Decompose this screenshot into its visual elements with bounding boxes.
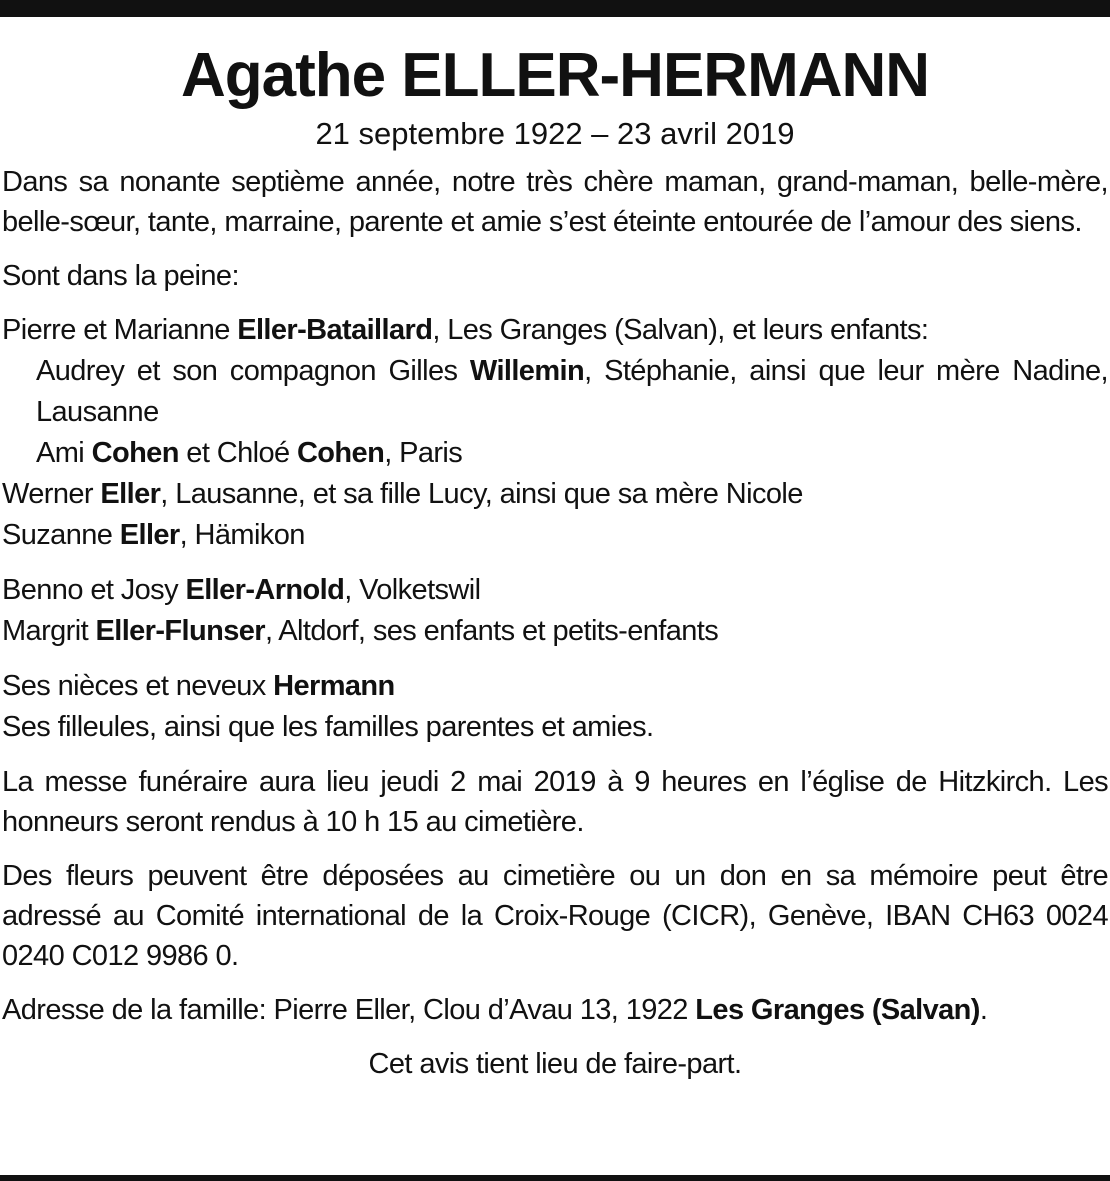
- family-line-suzanne: Suzanne Eller, Hämikon: [2, 519, 305, 551]
- family-line-margrit: Margrit Eller-Flunser, Altdorf, ses enfants et petits-enfants: [2, 615, 719, 647]
- family-line-werner: Werner Eller, Lausanne, et sa fille Lucy, ainsi que sa mère Nicole: [2, 478, 803, 510]
- family-line-ami: Ami Cohen et Chloé Cohen, Paris: [36, 437, 463, 469]
- family-line-audrey: Audrey et son compagnon Gilles Willemin, Stéphanie, ainsi que leur mère Nadine, Lausanne: [36, 355, 1108, 428]
- mourners-heading: Sont dans la peine:: [2, 260, 239, 292]
- family-line-nieces: Ses nièces et neveux Hermann: [2, 670, 395, 702]
- life-dates: 21 septembre 1922 – 23 avril 2019: [315, 116, 795, 151]
- family-group-1: [2, 310, 1108, 556]
- mass-paragraph: La messe funéraire aura lieu jeudi 2 mai 2019 à 9 heures en l’église de Hitzkirch. Les honneurs seront rendus à 10 h 15 au cimetière.: [2, 766, 1108, 838]
- family-group-2: [2, 570, 1108, 652]
- top-border-rule: [0, 0, 1110, 17]
- closing-line: Cet avis tient lieu de faire-part.: [368, 1048, 742, 1080]
- family-line-filleules: Ses filleules, ainsi que les familles parentes et amies.: [2, 711, 654, 743]
- flowers-paragraph: Des fleurs peuvent être déposées au cimetière ou un don en sa mémoire peut être adressé au Comité international de la Croix-Rouge (CICR), Genève, IBAN CH63 0024 0240 C012 9986 0.: [2, 860, 1108, 972]
- family-address: Adresse de la famille: Pierre Eller, Clou d’Avau 13, 1922 Les Granges (Salvan).: [2, 994, 988, 1026]
- bottom-border-rule: [0, 1175, 1110, 1181]
- family-line-pierre: Pierre et Marianne Eller-Bataillard, Les Granges (Salvan), et leurs enfants:: [2, 314, 929, 346]
- obituary-notice: [0, 40, 1110, 1084]
- deceased-name: Agathe ELLER-HERMANN: [180, 41, 930, 110]
- family-line-benno: Benno et Josy Eller-Arnold, Volketswil: [2, 574, 481, 606]
- intro-paragraph: Dans sa nonante septième année, notre très chère maman, grand-maman, belle-mère, belle-sœur, tante, marraine, parente et amie s’est éteinte entourée de l’amour des siens.: [2, 166, 1108, 238]
- family-group-3: [2, 666, 1108, 748]
